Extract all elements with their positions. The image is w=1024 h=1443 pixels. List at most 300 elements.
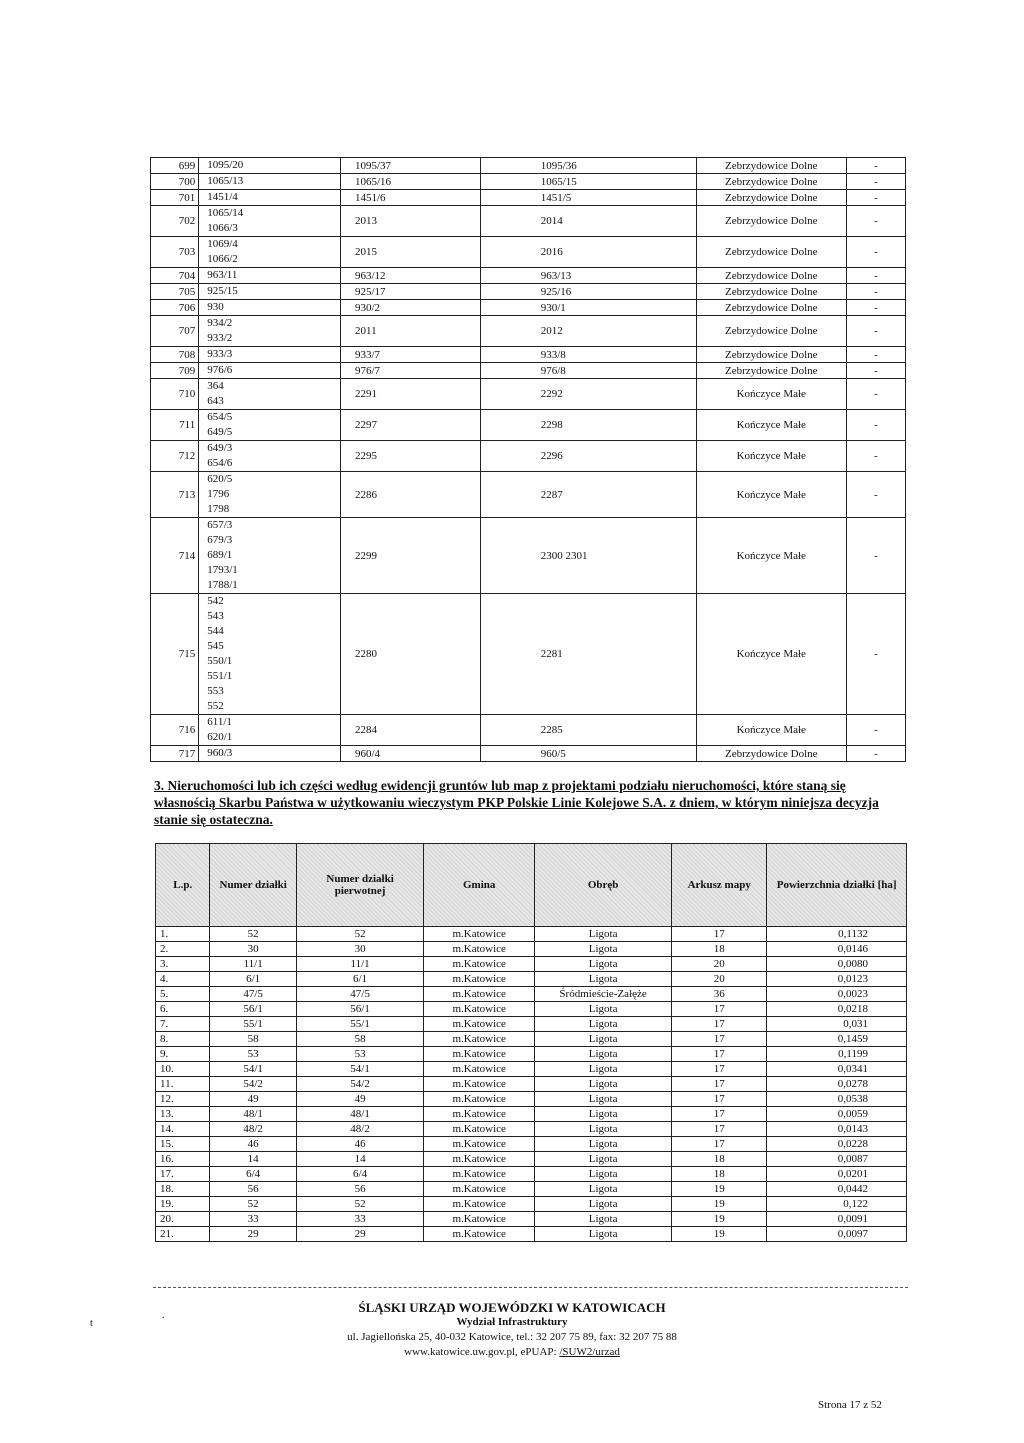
table-row [156, 1122, 907, 1137]
cell-c6: - [846, 174, 905, 190]
cell-c2 [199, 347, 341, 363]
table-cell: Ligota [535, 1182, 672, 1197]
table-row [156, 1227, 907, 1242]
table-cell: Ligota [535, 1152, 672, 1167]
table-row [151, 158, 906, 174]
table-cell: 14. [156, 1122, 210, 1137]
original-parcel: 976/6 [207, 364, 233, 376]
table-cell: 52 [210, 927, 296, 942]
cell-c3: 925/17 [341, 284, 481, 300]
table-cell: 49 [296, 1092, 423, 1107]
table-cell: 47/5 [296, 987, 423, 1002]
table-cell: 56 [296, 1182, 423, 1197]
cell-c6: - [846, 268, 905, 284]
cell-c6: - [846, 594, 905, 715]
office-address: ul. Jagiellońska 25, 40-032 Katowice, tel.: 32 207 75 89, fax: 32 207 75 88 [347, 1331, 677, 1343]
table-row [156, 957, 907, 972]
original-parcel: 1796 [207, 488, 230, 500]
cell-c6: - [846, 158, 905, 174]
table-cell: 6. [156, 1002, 210, 1017]
table-cell: 58 [210, 1032, 296, 1047]
table-cell: 0,0341 [767, 1062, 907, 1077]
table-cell: Ligota [535, 1017, 672, 1032]
original-parcel: 1069/4 [207, 238, 238, 250]
office-name: ŚLĄSKI URZĄD WOJEWÓDZKI W KATOWICACH [358, 1300, 666, 1315]
table-cell: 19 [672, 1182, 767, 1197]
cell-c4: 930/1 [480, 300, 696, 316]
original-parcel: 649/3 [207, 442, 233, 454]
table-row [156, 1092, 907, 1107]
table-cell: 15. [156, 1137, 210, 1152]
cell-c3: 2299 [341, 518, 481, 594]
table-cell: 17 [672, 1062, 767, 1077]
table-cell: 6/1 [210, 972, 296, 987]
table-cell: m.Katowice [424, 1077, 535, 1092]
table-cell: 0,0087 [767, 1152, 907, 1167]
original-parcel: 1798 [207, 503, 230, 515]
original-parcel: 934/2 [207, 317, 233, 329]
table-cell: m.Katowice [424, 1092, 535, 1107]
table-cell: Ligota [535, 1032, 672, 1047]
table-cell: 54/2 [296, 1077, 423, 1092]
cell-lp: 708 [151, 347, 199, 363]
cell-c4: 2016 [480, 237, 696, 268]
original-parcel: 1066/3 [207, 222, 238, 234]
cell-c3: 2291 [341, 379, 481, 410]
table-cell: 54/1 [296, 1062, 423, 1077]
cell-c4: 1451/5 [480, 190, 696, 206]
footer [0, 1300, 1024, 1360]
table-cell: 1. [156, 927, 210, 942]
original-parcel: 553 [207, 685, 224, 697]
cell-c3: 1451/6 [341, 190, 481, 206]
web-text: www.katowice.uw.gov.pl, ePUAP: [404, 1346, 560, 1358]
table-row [156, 987, 907, 1002]
table-cell: 20 [672, 972, 767, 987]
table-cell: 0,0442 [767, 1182, 907, 1197]
cell-lp: 715 [151, 594, 199, 715]
table-cell: 17 [672, 1107, 767, 1122]
table-cell: m.Katowice [424, 927, 535, 942]
cell-c2 [199, 594, 341, 715]
page-number: Strona 17 z 52 [818, 1399, 882, 1411]
cell-c2 [199, 379, 341, 410]
table-cell: 48/1 [296, 1107, 423, 1122]
cell-c3: 1095/37 [341, 158, 481, 174]
table-cell: m.Katowice [424, 1137, 535, 1152]
table-cell: Ligota [535, 1092, 672, 1107]
table-cell: 18 [672, 1167, 767, 1182]
table-cell: 46 [210, 1137, 296, 1152]
original-parcel: 620/1 [207, 731, 233, 743]
epuap-link[interactable]: /SUW2/urzad [559, 1346, 620, 1358]
column-header: Obręb [535, 844, 672, 927]
table-cell: 0,0201 [767, 1167, 907, 1182]
table-cell: 4. [156, 972, 210, 987]
cell-c4: 963/13 [480, 268, 696, 284]
table-cell: m.Katowice [424, 972, 535, 987]
table-cell: 7. [156, 1017, 210, 1032]
cell-c5: Zebrzydowice Dolne [696, 363, 846, 379]
table-cell: 2. [156, 942, 210, 957]
cell-c3: 963/12 [341, 268, 481, 284]
original-parcel: 925/15 [207, 285, 238, 297]
table-cell: 16. [156, 1152, 210, 1167]
table-cell: 17. [156, 1167, 210, 1182]
table-cell: 56 [210, 1182, 296, 1197]
original-parcel: 542 [207, 595, 224, 607]
table-cell: 52 [296, 1197, 423, 1212]
cell-c4: 2298 [480, 410, 696, 441]
table-cell: m.Katowice [424, 1167, 535, 1182]
original-parcel: 611/1 [207, 716, 232, 728]
cell-c6: - [846, 746, 905, 762]
table-cell: m.Katowice [424, 1212, 535, 1227]
cell-c5: Kończyce Małe [696, 410, 846, 441]
table-row [151, 316, 906, 347]
table-row [156, 1152, 907, 1167]
table-cell: 55/1 [210, 1017, 296, 1032]
cell-c4: 1065/15 [480, 174, 696, 190]
cell-c6: - [846, 284, 905, 300]
parcels-table-katowice [155, 843, 907, 1242]
cell-lp: 706 [151, 300, 199, 316]
cell-c2 [199, 237, 341, 268]
cell-c5: Kończyce Małe [696, 518, 846, 594]
original-parcel: 643 [207, 395, 224, 407]
table-cell: Ligota [535, 972, 672, 987]
cell-lp: 710 [151, 379, 199, 410]
table-cell: Ligota [535, 1212, 672, 1227]
cell-c5: Zebrzydowice Dolne [696, 284, 846, 300]
table-cell: 11. [156, 1077, 210, 1092]
table-cell: m.Katowice [424, 1182, 535, 1197]
table-cell: 48/1 [210, 1107, 296, 1122]
cell-c3: 2015 [341, 237, 481, 268]
table-cell: 17 [672, 1137, 767, 1152]
table-cell: 8. [156, 1032, 210, 1047]
original-parcel: 930 [207, 301, 224, 313]
table-row [156, 1137, 907, 1152]
cell-lp: 712 [151, 441, 199, 472]
cell-c2 [199, 363, 341, 379]
cell-lp: 702 [151, 206, 199, 237]
table-cell: 30 [296, 942, 423, 957]
table-cell: Ligota [535, 942, 672, 957]
table-cell: 9. [156, 1047, 210, 1062]
table-cell: 6/4 [296, 1167, 423, 1182]
table-cell: m.Katowice [424, 1002, 535, 1017]
cell-c2 [199, 316, 341, 347]
table-cell: 0,0059 [767, 1107, 907, 1122]
cell-c4: 960/5 [480, 746, 696, 762]
original-parcel: 654/5 [207, 411, 233, 423]
column-header: Gmina [424, 844, 535, 927]
cell-lp: 709 [151, 363, 199, 379]
cell-c3: 976/7 [341, 363, 481, 379]
original-parcel: 1451/4 [207, 191, 238, 203]
cell-c4: 2296 [480, 441, 696, 472]
original-parcel: 552 [207, 700, 224, 712]
cell-c5: Kończyce Małe [696, 441, 846, 472]
table-cell: 3. [156, 957, 210, 972]
cell-c3: 2011 [341, 316, 481, 347]
cell-c3: 2297 [341, 410, 481, 441]
cell-lp: 717 [151, 746, 199, 762]
table-cell: 0,0538 [767, 1092, 907, 1107]
table-cell: 0,1132 [767, 927, 907, 942]
original-parcel: 1788/1 [207, 579, 238, 591]
table-cell: m.Katowice [424, 1047, 535, 1062]
cell-lp: 707 [151, 316, 199, 347]
table-cell: 20. [156, 1212, 210, 1227]
table-row [156, 942, 907, 957]
cell-c2 [199, 174, 341, 190]
cell-c6: - [846, 410, 905, 441]
table-cell: m.Katowice [424, 942, 535, 957]
column-header: Numer działki pierwotnej [296, 844, 423, 927]
table-cell: 0,0123 [767, 972, 907, 987]
table-cell: 6/1 [296, 972, 423, 987]
cell-c2 [199, 190, 341, 206]
table-cell: 0,0097 [767, 1227, 907, 1242]
table-cell: 29 [296, 1227, 423, 1242]
table-cell: 36 [672, 987, 767, 1002]
cell-c5: Kończyce Małe [696, 715, 846, 746]
original-parcel: 364 [207, 380, 224, 392]
cell-lp: 705 [151, 284, 199, 300]
cell-c5: Zebrzydowice Dolne [696, 746, 846, 762]
table-cell: Ligota [535, 957, 672, 972]
cell-c2 [199, 268, 341, 284]
table-row [156, 1197, 907, 1212]
table-row [151, 594, 906, 715]
original-parcel: 649/5 [207, 426, 233, 438]
original-parcel: 620/5 [207, 473, 233, 485]
cell-c6: - [846, 190, 905, 206]
footer-divider [153, 1287, 908, 1288]
table-cell: 0,0091 [767, 1212, 907, 1227]
table-cell: 19 [672, 1227, 767, 1242]
table-cell: 18. [156, 1182, 210, 1197]
table-cell: 0,1459 [767, 1032, 907, 1047]
table-row [156, 1017, 907, 1032]
cell-lp: 701 [151, 190, 199, 206]
cell-c2 [199, 715, 341, 746]
cell-c2 [199, 410, 341, 441]
table-cell: 14 [210, 1152, 296, 1167]
cell-c4: 2292 [480, 379, 696, 410]
cell-c5: Zebrzydowice Dolne [696, 174, 846, 190]
cell-c5: Zebrzydowice Dolne [696, 347, 846, 363]
original-parcel: 544 [207, 625, 224, 637]
cell-c3: 933/7 [341, 347, 481, 363]
table-cell: m.Katowice [424, 1122, 535, 1137]
table-cell: 56/1 [210, 1002, 296, 1017]
table-cell: 17 [672, 1092, 767, 1107]
table-cell: 17 [672, 1047, 767, 1062]
table-cell: 58 [296, 1032, 423, 1047]
cell-c4: 2012 [480, 316, 696, 347]
cell-c4: 2285 [480, 715, 696, 746]
original-parcel: 1095/20 [207, 159, 244, 171]
table-row [156, 972, 907, 987]
cell-c5: Kończyce Małe [696, 379, 846, 410]
table-cell: Ligota [535, 1167, 672, 1182]
table-cell: m.Katowice [424, 1062, 535, 1077]
original-parcel: 960/3 [207, 747, 233, 759]
table-cell: m.Katowice [424, 1197, 535, 1212]
table-cell: m.Katowice [424, 957, 535, 972]
table-row [156, 1002, 907, 1017]
cell-c3: 960/4 [341, 746, 481, 762]
table-cell: 18 [672, 1152, 767, 1167]
cell-c5: Zebrzydowice Dolne [696, 190, 846, 206]
table-cell: 10. [156, 1062, 210, 1077]
table-row [151, 715, 906, 746]
table-cell: Ligota [535, 1047, 672, 1062]
table-row [151, 410, 906, 441]
cell-c3: 2286 [341, 472, 481, 518]
table-cell: Ligota [535, 1002, 672, 1017]
cell-c3: 1065/16 [341, 174, 481, 190]
table-cell: m.Katowice [424, 1032, 535, 1047]
cell-c2 [199, 472, 341, 518]
table-cell: 56/1 [296, 1002, 423, 1017]
cell-c6: - [846, 518, 905, 594]
table-cell: 17 [672, 927, 767, 942]
cell-lp: 711 [151, 410, 199, 441]
table-cell: 0,122 [767, 1197, 907, 1212]
table-cell: 33 [296, 1212, 423, 1227]
cell-c4: 933/8 [480, 347, 696, 363]
cell-c4: 925/16 [480, 284, 696, 300]
cell-c4: 1095/36 [480, 158, 696, 174]
table-row [156, 1107, 907, 1122]
table-cell: 49 [210, 1092, 296, 1107]
margin-mark: . [162, 1310, 165, 1321]
table-cell: Ligota [535, 1107, 672, 1122]
table-cell: 19 [672, 1197, 767, 1212]
table-row [151, 363, 906, 379]
cell-c2 [199, 441, 341, 472]
original-parcel: 657/3 [207, 519, 233, 531]
original-parcel: 551/1 [207, 670, 233, 682]
parcels-table-continued [150, 157, 906, 762]
table-row [151, 284, 906, 300]
table-cell: 55/1 [296, 1017, 423, 1032]
cell-c5: Zebrzydowice Dolne [696, 237, 846, 268]
table-cell: 47/5 [210, 987, 296, 1002]
cell-lp: 700 [151, 174, 199, 190]
table-cell: 0,1199 [767, 1047, 907, 1062]
column-header: Numer działki [210, 844, 296, 927]
table-cell: 54/1 [210, 1062, 296, 1077]
cell-c6: - [846, 347, 905, 363]
table-cell: 0,0080 [767, 957, 907, 972]
table-cell: Ligota [535, 1227, 672, 1242]
table-header-row [156, 844, 907, 927]
table-row [156, 1077, 907, 1092]
table-row [151, 472, 906, 518]
cell-c4: 2281 [480, 594, 696, 715]
cell-c2 [199, 158, 341, 174]
table-row [151, 268, 906, 284]
column-header: L.p. [156, 844, 210, 927]
table-cell: 6/4 [210, 1167, 296, 1182]
column-header: Powierzchnia działki [ha] [767, 844, 907, 927]
original-parcel: 545 [207, 640, 224, 652]
cell-c3: 2295 [341, 441, 481, 472]
cell-c6: - [846, 237, 905, 268]
original-parcel: 963/11 [207, 269, 238, 281]
cell-c4: 2300 2301 [480, 518, 696, 594]
table-row [151, 237, 906, 268]
table-cell: Ligota [535, 1122, 672, 1137]
table-cell: 0,0278 [767, 1077, 907, 1092]
original-parcel: 1065/13 [207, 175, 244, 187]
table-cell: 0,0143 [767, 1122, 907, 1137]
cell-c5: Kończyce Małe [696, 472, 846, 518]
cell-c6: - [846, 715, 905, 746]
original-parcel: 933/3 [207, 348, 233, 360]
cell-c4: 976/8 [480, 363, 696, 379]
table-cell: 11/1 [296, 957, 423, 972]
table-cell: 18 [672, 942, 767, 957]
cell-c6: - [846, 441, 905, 472]
cell-c2 [199, 300, 341, 316]
cell-c3: 2284 [341, 715, 481, 746]
table-row [151, 379, 906, 410]
table-cell: Ligota [535, 1062, 672, 1077]
table-row [151, 300, 906, 316]
table-cell: 21. [156, 1227, 210, 1242]
table-row [151, 441, 906, 472]
table-cell: 5. [156, 987, 210, 1002]
table-cell: 17 [672, 1017, 767, 1032]
cell-c2 [199, 746, 341, 762]
cell-lp: 703 [151, 237, 199, 268]
table-row [151, 347, 906, 363]
table-cell: 17 [672, 1077, 767, 1092]
cell-c5: Zebrzydowice Dolne [696, 316, 846, 347]
cell-c5: Zebrzydowice Dolne [696, 268, 846, 284]
table-cell: 52 [296, 927, 423, 942]
original-parcel: 550/1 [207, 655, 233, 667]
table-row [156, 1182, 907, 1197]
original-parcel: 689/1 [207, 549, 233, 561]
table-row [151, 206, 906, 237]
table-row [151, 518, 906, 594]
cell-c3: 2013 [341, 206, 481, 237]
table-cell: m.Katowice [424, 1227, 535, 1242]
cell-c6: - [846, 300, 905, 316]
table-cell: Ligota [535, 1197, 672, 1212]
table-cell: 48/2 [210, 1122, 296, 1137]
office-web [0, 1345, 1024, 1360]
table-cell: Śródmieście-Załęże [535, 987, 672, 1002]
cell-c2 [199, 284, 341, 300]
table-row [156, 1047, 907, 1062]
table-cell: Ligota [535, 1137, 672, 1152]
cell-c6: - [846, 206, 905, 237]
cell-c3: 930/2 [341, 300, 481, 316]
table-cell: Ligota [535, 1077, 672, 1092]
table-cell: 0,0228 [767, 1137, 907, 1152]
table-row [151, 190, 906, 206]
cell-c6: - [846, 379, 905, 410]
table-cell: 17 [672, 1032, 767, 1047]
